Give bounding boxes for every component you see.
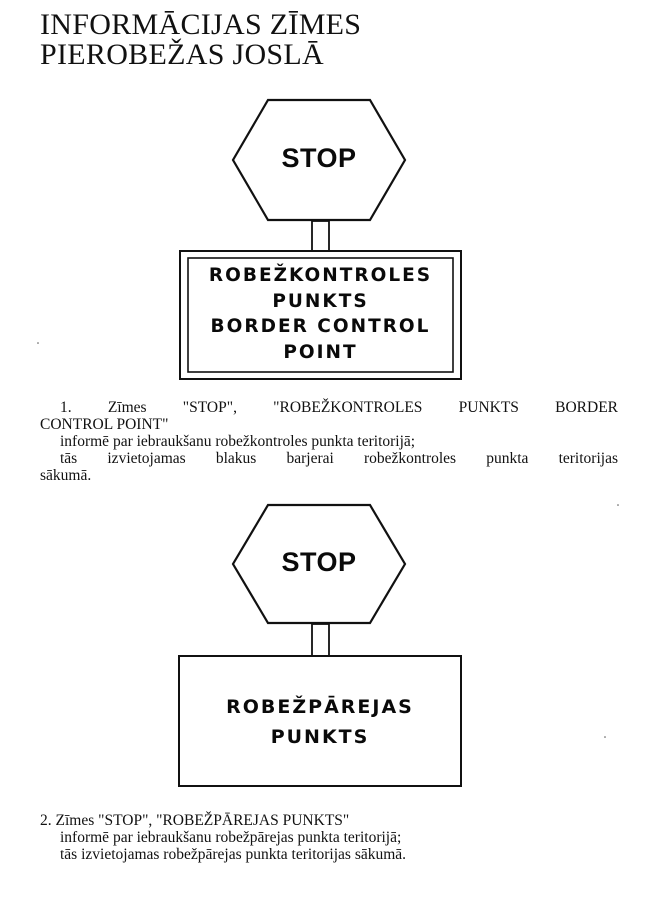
plate-1-line-3: BORDER CONTROL: [210, 316, 431, 337]
title-line-2: PIEROBEŽAS JOSLĀ: [40, 38, 324, 71]
plate-1-line-1: ROBEŽKONTROLES: [208, 265, 433, 286]
description-1-line-2: CONTROL POINT": [40, 416, 169, 433]
description-1-line-4: tās izvietojamas blakus barjerai robežkontroles punkta teritorijas: [60, 450, 618, 467]
description-2-line-2: informē par iebraukšanu robežpārejas punkta teritorijā;: [60, 829, 402, 846]
description-2: [40, 812, 600, 863]
description-1-line-3: informē par iebraukšanu robežkontroles punkta teritorijā;: [60, 433, 416, 450]
sign-post-1: [312, 221, 329, 251]
plate-2-line-1: ROBEŽPĀREJAS: [226, 696, 414, 718]
description-2-line-3: tās izvietojamas robežpārejas punkta teritorijas sākumā.: [60, 846, 407, 863]
sign-post-2: [312, 624, 329, 656]
plate-2-line-2: PUNKTS: [270, 726, 370, 748]
description-2-line-1: 2. Zīmes "STOP", "ROBEŽPĀREJAS PUNKTS": [40, 812, 350, 829]
description-1-line-1: 1. Zīmes "STOP", "ROBEŽKONTROLES PUNKTS BORDER: [60, 399, 618, 416]
plate-2-text: [179, 692, 461, 752]
description-1: [40, 399, 618, 484]
description-1-line-5: sākumā.: [40, 467, 92, 484]
plate-1-line-2: PUNKTS: [272, 290, 369, 312]
stop-label-2: STOP: [281, 547, 357, 577]
title-line-1: INFORMĀCIJAS ZĪMES: [40, 8, 362, 41]
plate-1-line-4: POINT: [283, 341, 358, 363]
stop-label-1: STOP: [281, 143, 357, 173]
plate-1-text: [188, 263, 453, 365]
